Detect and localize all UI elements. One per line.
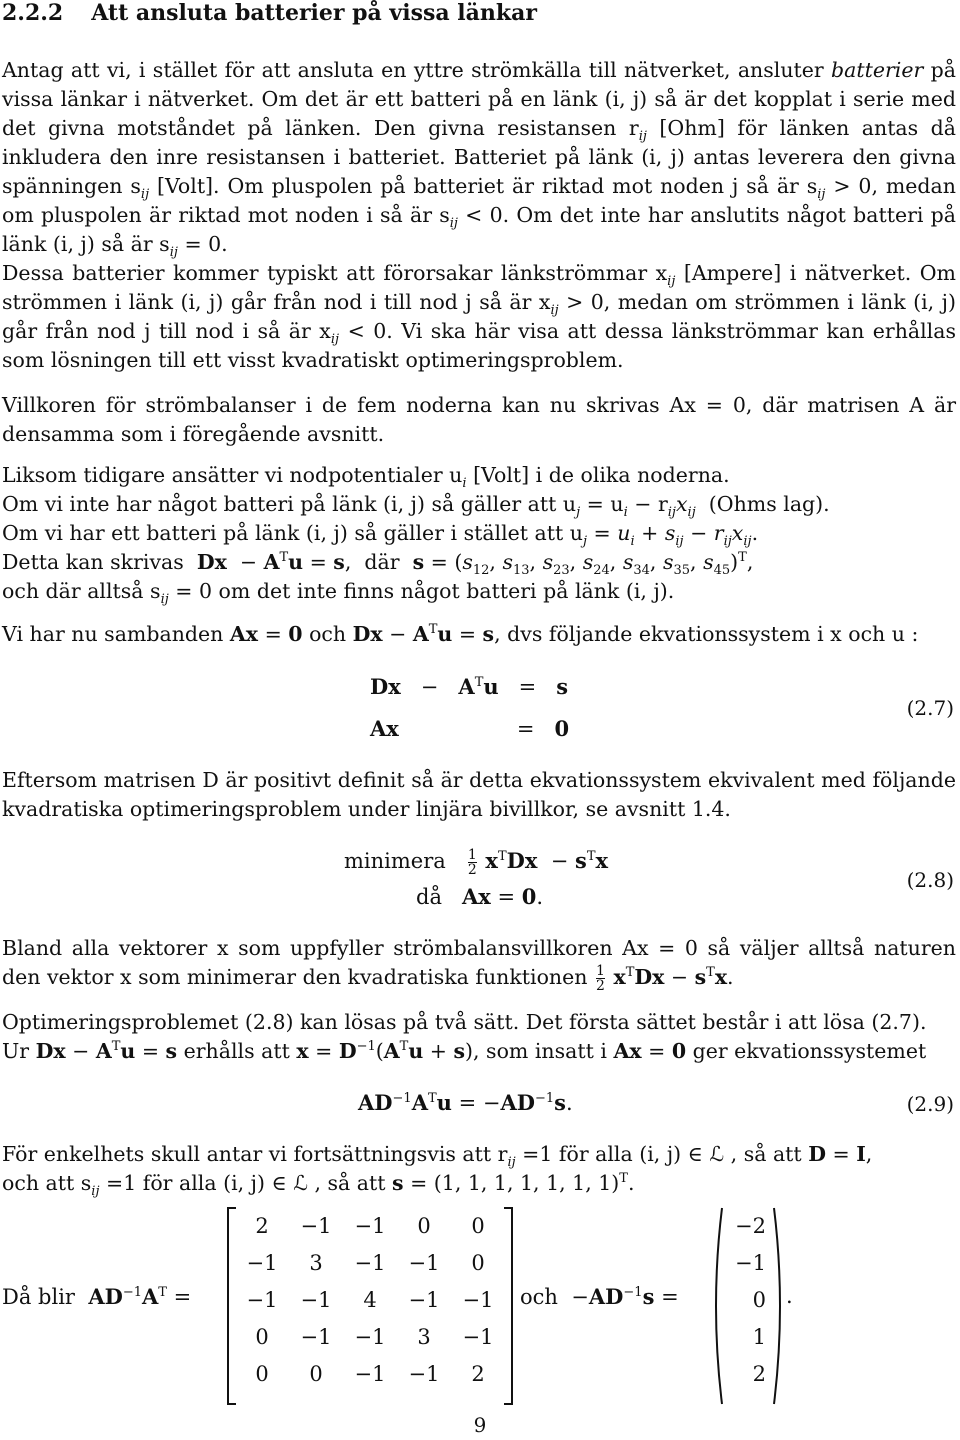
text-run: Optimeringsproblemet (2.8) kan lösas på två sätt. Det första sättet består i att lösa (2.7).: [2, 1010, 927, 1034]
paragraph-solve-methods: Optimeringsproblemet (2.8) kan lösas på två sätt. Det första sättet består i att lösa (2.7). Ur $Dx - A^Tu = s$ erhålls att $x = D^{-1}(A^Tu + s)$, som insatt i Ax = 0 ger ekvationssystemet: [2, 1008, 956, 1066]
text-run: = u: [586, 492, 624, 516]
equation-2-7-line-1: $Dx - A^Tu = s$: [370, 674, 569, 699]
matrix-cell: −1: [408, 1251, 440, 1275]
equation-2-9: $AD^{-1}A^Tu = -AD^{-1}s$.: [358, 1090, 573, 1115]
text-run: Bland alla vektorer x som uppfyller strömbalansvillkoren Ax = 0 så väljer alltså naturen den vektor x som minimerar den kvadratiska funktionen: [2, 936, 956, 989]
matrix-cell: −1: [300, 1214, 332, 1238]
text-run: =1 för alla (i, j) ∈ ℒ , så att: [522, 1142, 802, 1166]
paragraph-positive-definite: Eftersom matrisen D är positivt definit så är detta ekvationssystem ekvivalent med följande kvadratiska optimeringsproblem under linjära bivillkor, se avsnitt 1.4.: [2, 768, 956, 821]
paragraph-node-potentials: Liksom tidigare ansätter vi nodpotentialer $u_i$ [Volt] i de olika noderna. Om vi inte har något batteri på länk (i, j) så gäller att $u_j = u_i - r_{ij}x_{ij}$ (Ohms lag). Om vi har ett batteri på länk (i, j) så gäller i stället att $u_j = u_i + s_{ij} - r_{ij}x_{ij}$. Detta kan skrivas $Dx - A^Tu = s$, där $s = (s_{12}$, $s_{13}$, $s_{23}$, $s_{24}$, $s_{34}$, $s_{35}$, $s_{45})^T$, och där alltså $s_{ij} = 0$ om det inte finns något batteri på länk (i, j).: [2, 463, 830, 608]
text-run: = 0 om det inte finns något batteri på länk (i, j).: [175, 579, 675, 603]
text-run: på vissa länkar i nätverket. Om det är ett batteri på en länk (i, j) så är det kopplat i serie med det givna motståndet på länken. Den givna resistansen r: [2, 58, 956, 140]
vector-cell: −2: [735, 1214, 766, 1238]
text-run: ger ekvationssystemet: [692, 1039, 927, 1063]
matrix-cell: −1: [408, 1288, 440, 1312]
text-run: =1 för alla (i, j) ∈ ℒ , så att: [106, 1171, 386, 1195]
matrix-cell: 0: [417, 1214, 431, 1238]
matrix-cell: 3: [309, 1251, 323, 1275]
matrix-cell: −1: [354, 1325, 386, 1349]
text-run: Ur: [2, 1039, 30, 1063]
matrix-cell: −1: [462, 1288, 494, 1312]
equation-2-8-line-1: minimera $\frac{1}{2}$ $x^TDx - s^Tx$: [344, 847, 609, 878]
text-run: och där alltså s: [2, 579, 161, 603]
text-run: [Volt] i de olika noderna.: [473, 463, 730, 487]
text-run: Om vi inte har något batteri på länk (i, j) så gäller att u: [2, 492, 577, 516]
section-number: 2.2.2: [2, 0, 64, 26]
vector-cell: −1: [735, 1251, 766, 1275]
text-run: För enkelhets skull antar vi fortsättningsvis att r: [2, 1142, 508, 1166]
equation-2-7-line-2: Ax = 0: [370, 716, 570, 741]
text-run: där: [364, 550, 400, 574]
text-run: och: [309, 622, 347, 646]
text-run: och att s: [2, 1171, 92, 1195]
vector-period: .: [786, 1284, 793, 1308]
text-run: Då blir: [2, 1285, 75, 1309]
text-run: Dessa batterier kommer typiskt att förorsakar länkströmmar x: [2, 261, 668, 285]
matrix-cell: 0: [309, 1362, 323, 1386]
equation-number-2-7: (2.7): [906, 696, 954, 720]
matrix-cell: −1: [354, 1251, 386, 1275]
text-run: Om vi har ett batteri på länk (i, j) så gäller i stället att u: [2, 521, 583, 545]
text-run: [Ampere] i nätverket. Om strömmen i länk (i, j) går från nod i till nod j så är x: [2, 261, 956, 314]
paragraph-relations: Vi har nu sambanden Ax = 0 och $Dx - A^Tu = s$, dvs följande ekvationssystem i x och u :: [2, 622, 919, 646]
text-run: [Volt]. Om pluspolen på batteriet är riktad mot noden j så är s: [157, 174, 818, 198]
paragraph-simplification: För enkelhets skull antar vi fortsättningsvis att $r_{ij} =1$ för alla (i, j) ∈ ℒ , så att D = I, och att $s_{ij} =1$ för alla (i, j) ∈ ℒ , så att s = (1, 1, 1, 1, 1, 1, 1)$^T$.: [2, 1142, 873, 1200]
text-run: dvs följande ekvationssystem i x och u :: [507, 622, 919, 646]
vector-cell: 0: [752, 1288, 766, 1312]
matrix-cell: −1: [462, 1325, 494, 1349]
matrix-cell: −1: [408, 1362, 440, 1386]
matrix-cell: 3: [417, 1325, 431, 1349]
text-run: = 0.: [184, 232, 228, 256]
text-run: (Ohms lag).: [708, 492, 830, 516]
fraction-one-half: $\frac{1}{2}$: [467, 847, 477, 878]
equation-2-8-line-2: då Ax = 0.: [416, 884, 544, 909]
matrix-cell: 2: [471, 1362, 485, 1386]
paragraph-batteries: Antag att vi, i stället för att ansluta en yttre strömkälla till nätverket, ansluter batterier på vissa länkar i nätverket. Om det är ett batteri på en länk (i, j) så är det kopplat i serie med det givna motståndet på länken. Den givna resistansen $r_{ij}$ [Ohm] för länken antas då inkludera den inre resistansen i batteriet. Batteriet på länk (i, j) antas leverera den givna spänningen $s_{ij}$ [Volt]. Om pluspolen på batteriet är riktad mot noden j så är $s_{ij} > 0$, medan om pluspolen är riktad mot noden i så är $s_{ij} < 0$. Om det inte har anslutits något batteri på länk (i, j) så är $s_{ij} = 0$.: [2, 58, 957, 261]
text-run: Antag att vi, i stället för att ansluta en yttre strömkälla till nätverket, ansluter: [2, 58, 824, 82]
text-run: som insatt i: [486, 1039, 607, 1063]
paragraph-nature-minimizes: Bland alla vektorer x som uppfyller strömbalansvillkoren Ax = 0 så väljer alltså naturen den vektor x som minimerar den kvadratiska funktionen $\frac{1}{2}$ $x^TDx - s^Tx$.: [2, 936, 956, 994]
text-run: < 0. Vi ska här visa att dessa länkströmmar kan erhållas som lösningen till ett visst kvadratiskt optimeringsproblem.: [2, 319, 956, 372]
text-run: Liksom tidigare ansätter vi nodpotentialer u: [2, 463, 463, 487]
matrix-label: Då blir $AD^{-1}A^T$ =: [2, 1284, 192, 1309]
text-run: < 0. Om det inte har anslutits något batteri på länk (i, j) så är s: [2, 203, 956, 256]
vector-cell: 1: [752, 1325, 766, 1349]
matrix-cell: 0: [471, 1251, 485, 1275]
matrix-rhs-label: och $-AD^{-1}s$ =: [520, 1284, 679, 1309]
matrix-cell: 4: [363, 1288, 377, 1312]
text-run: > 0, medan om pluspolen är riktad mot noden i så är s: [2, 174, 956, 227]
text-run: Vi har nu sambanden: [2, 622, 224, 646]
minimera-label: minimera: [344, 849, 446, 873]
text-run: Detta kan skrivas: [2, 550, 184, 574]
page-number: 9: [473, 1413, 487, 1437]
vector-cell: 2: [752, 1362, 766, 1386]
emphasis-batterier: batterier: [831, 58, 924, 82]
equation-number-2-8: (2.8): [906, 868, 954, 892]
text-run: > 0, medan om strömmen i länk (i, j) går från nod j till nod i så är x: [2, 290, 956, 343]
matrix-cell: 0: [255, 1362, 269, 1386]
text-run: erhålls att: [183, 1039, 290, 1063]
matrix-cell: −1: [246, 1251, 278, 1275]
matrix-cell: 0: [471, 1214, 485, 1238]
da-label: då: [416, 885, 442, 909]
fraction-one-half: $\frac{1}{2}$: [596, 963, 605, 994]
matrix-cell: −1: [300, 1325, 332, 1349]
section-heading: [2, 0, 956, 26]
text-run: och: [520, 1285, 558, 1309]
matrix-cell: −1: [354, 1214, 386, 1238]
section-title: Att ansluta batterier på vissa länkar: [91, 0, 537, 26]
matrix-cell: −1: [354, 1362, 386, 1386]
matrix-cell: −1: [300, 1288, 332, 1312]
paragraph-current-balance: Villkoren för strömbalanser i de fem noderna kan nu skrivas Ax = 0, där matrisen A är densamma som i föregående avsnitt.: [2, 393, 956, 446]
matrix-cell: 2: [255, 1214, 269, 1238]
equation-number-2-9: (2.9): [906, 1092, 954, 1116]
paragraph-link-currents: Dessa batterier kommer typiskt att förorsakar länkströmmar $x_{ij}$ [Ampere] i nätverket. Om strömmen i länk (i, j) går från nod i till nod j så är $x_{ij} > 0$, medan om strömmen i länk (i, j) går från nod j till nod i så är $x_{ij} < 0$. Vi ska här visa att dessa länkströmmar kan erhållas som lösningen till ett visst kvadratiskt optimeringsproblem.: [2, 261, 956, 372]
text-run: − r: [634, 492, 668, 516]
matrix-cell: −1: [246, 1288, 278, 1312]
matrix-cell: 0: [255, 1325, 269, 1349]
text-run: [Ohm] för länken antas då inkludera den inre resistansen i batteriet. Batteriet på länk (i, j) antas leverera den givna spänningen s: [2, 116, 957, 198]
